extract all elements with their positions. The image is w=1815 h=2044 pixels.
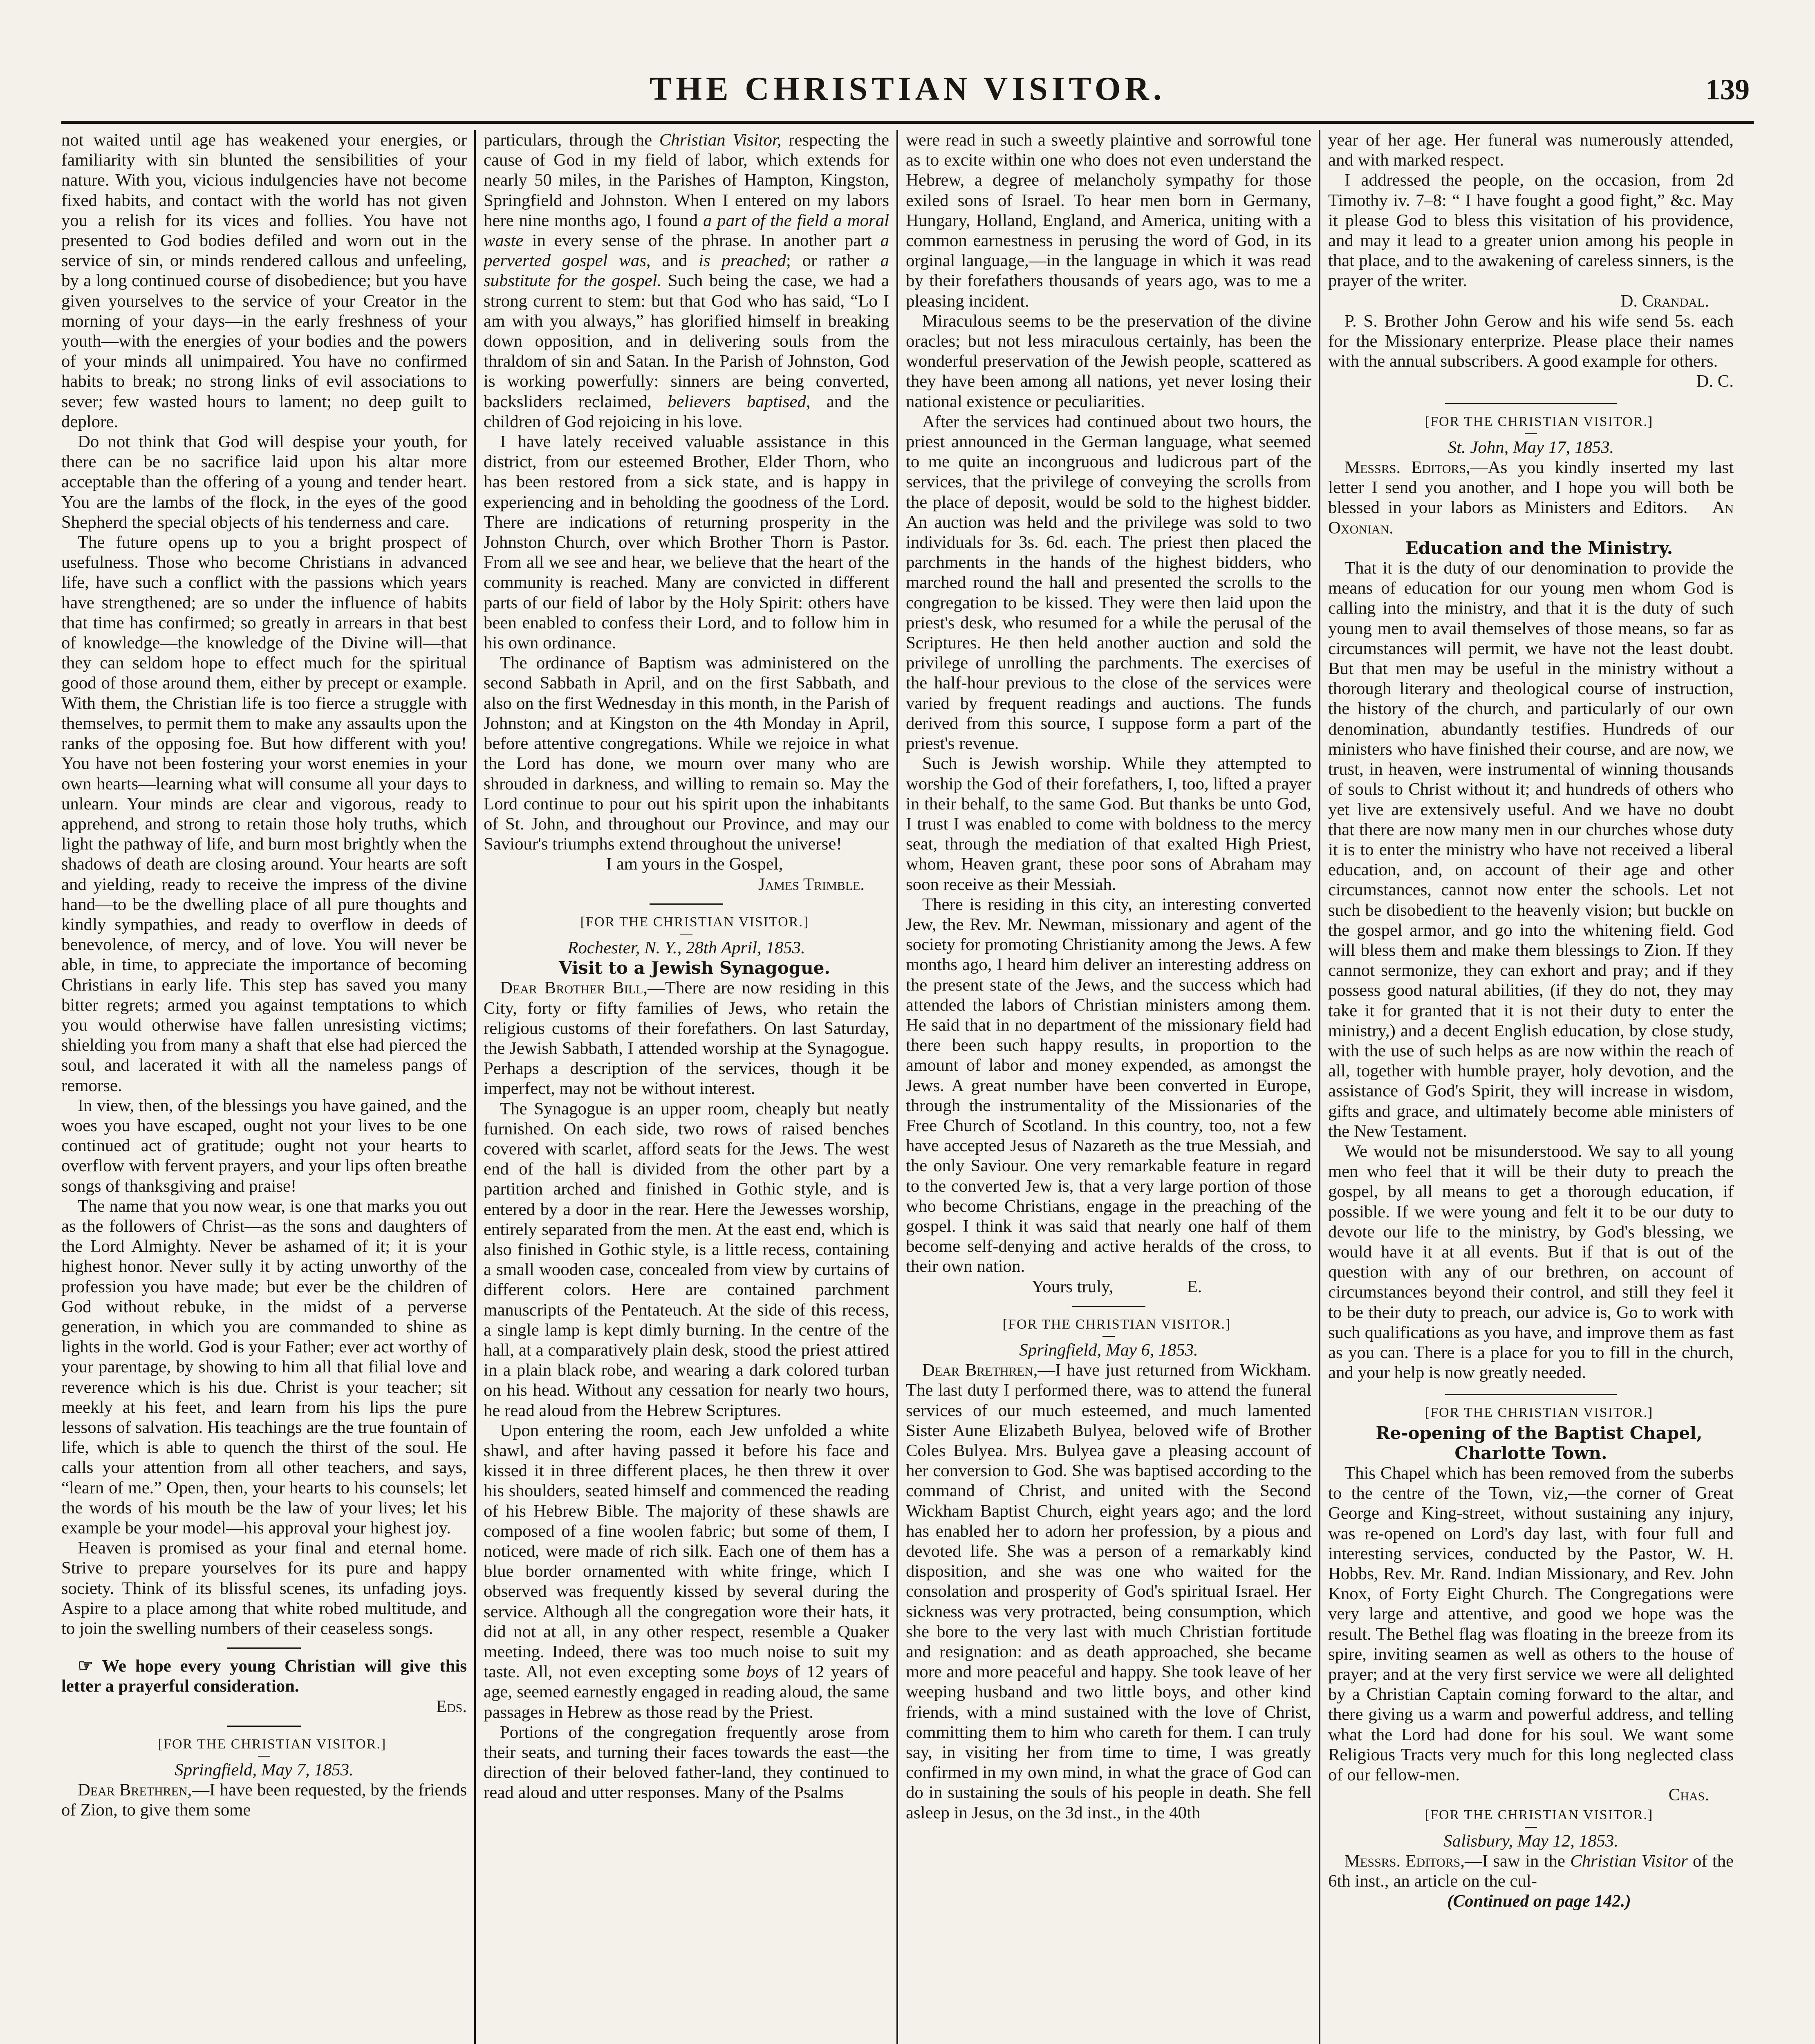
paragraph: The future opens up to you a bright prospect of usefulness. Those who become Christians in advanced life, have such a conflict with the passions which years have strengthened; are so under the influence of habits that time has confirmed; so greatly in arrears in that best of knowledge—the knowledge of the Divine will—that they can seldom hope to effect much for the spiritual good of those around them, either by precept or example. With them, the Christian life is too fierce a struggle with themselves, to permit them to make any assaults upon the ranks of the opposing foe. But how different with you! You have not been fostering your worst enemies in your own hearts—learning what will consume all your days to unlearn. Your minds are clear and vigorous, ready to apprehend, and strong to retain those holy truths, which light the pathway of life, and burn most brightly when the shadows of death are closing around. Your hearts are soft and yielding, ready to receive the impress of the divine hand—to be the dwelling place of all pure thoughts and kindly sympathies, and ready to overflow in deeds of benevolence, of mercy, and of love. You will never be able, in time, to appreciate the importance of becoming Christians in early life. This step has saved you many bitter regrets; armed you against temptations to which you would otherwise have fallen unresisting victims; shielding you from many a shaft that else had pierced the soul, and lacerated it with all the nameless pangs of remorse. xyxy=(61,533,467,1095)
closing-text: Yours truly, xyxy=(1031,1277,1114,1296)
dateline-text: Springfield, May 6, 1853. xyxy=(1019,1340,1198,1360)
article-kicker: [FOR THE CHRISTIAN VISITOR.] xyxy=(1425,414,1654,429)
dateline xyxy=(906,1336,1311,1360)
paragraph: There is residing in this city, an interesting converted Jew, the Rev. Mr. Newman, missionary and agent of the society for promoting Christianity among the Jews. A few months ago, I heard him deliver an interesting address on the present state of the Jews, and the success which had attended the labors of Christian ministers among them. He said that in no department of the missionary field had there been such happy results, in proportion to the amount of labor and money expended, as amongst the Jews. A great number have been converted in Europe, through the instrumentality of the Missionaries of the Free Church of Scotland. In this country, too, not a few have accepted Jesus of Nazareth as the true Messiah, and the only Saviour. One very remarkable feature in regard to the converted Jew is, that a very large portion of those who become Christians, engage in the preaching of the gospel. I think it was said that nearly one half of them become self-denying and active heralds of the cross, to their own nation. xyxy=(906,894,1311,1276)
text-run: , and xyxy=(646,251,699,271)
paragraph: were read in such a sweetly plaintive and sorrowful tone as to excite within one who does not even understand the Hebrew, a degree of melancholy sympathy for those exiled sons of Israel. To hear men born in Germany, Hungary, Holland, England, and America, uniting with a common earnestness in perusing the word of God, in its orginal language,—in the language in which it was read by their forefathers thousands of years ago, was to me a pleasing incident. xyxy=(906,130,1311,311)
paragraph: After the services had continued about two hours, the priest announced in the German language, what seemed to me quite an incongruous and ludicrous part of the services, that the privilege of conveying the scrolls from the place of deposit, would be sold to the highest bidder. An auction was held and the privilege was sold to two individuals for 3s. 6d. each. The priest then placed the parchments in the hands of the highest bidders, who marched round the hall and presented the scrolls to the congregation to be kissed. They were then laid upon the priest's desk, who resumed for a while the perusal of the Scriptures. He then held another auction and sold the privilege of unrolling the parchments. The exercises of the half-hour previous to the close of the services were varied by frequent readings and auctions. The funds derived from this source, I suppose form a part of the priest's revenue. xyxy=(906,412,1311,753)
italic-run: Christian Visitor, xyxy=(659,130,782,150)
italic-run: boys xyxy=(746,1662,779,1682)
paragraph-text: —As you kindly inserted my last letter I send you another, and I hope you will both be blessed in your labors as Ministers and Editors. xyxy=(1328,458,1734,518)
dateline xyxy=(1328,1827,1734,1851)
salutation: Messrs. Editors, xyxy=(1344,458,1470,477)
italic-run: Christian Visitor xyxy=(1570,1851,1688,1871)
article-headline: Education and the Ministry. xyxy=(1405,538,1673,558)
article-headline: Visit to a Jewish Synagogue. xyxy=(559,958,830,978)
divider xyxy=(227,1726,301,1727)
text-run: of 12 years of age, seemed earnestly engaged in reading aloud, the same passages in Hebrew as those read by the Priest. xyxy=(484,1662,889,1722)
paragraph: year of her age. Her funeral was numerously attended, and with marked respect. xyxy=(1328,130,1734,170)
signature: Chas. xyxy=(1668,1785,1709,1805)
paragraph xyxy=(484,978,889,1098)
dateline-text: Salisbury, May 12, 1853. xyxy=(1443,1831,1618,1851)
article-headline: Re-opening of the Baptist Chapel, Charlotte Town. xyxy=(1376,1423,1703,1463)
column-4 xyxy=(1328,130,1734,2044)
paragraph: That it is the duty of our denomination to provide the means of education for our young men whom God is calling into the ministry, and that it is the duty of such young men to avail themselves of those means, so far as circumstances will permit, we have not the least doubt. But that men may be useful in the ministry without a thorough literary and theological course of instruction, the history of the church, and particularly of our own denomination, abundantly testifies. Hundreds of our ministers who have finished their course, and are now, we trust, in heaven, were instrumental of winning thousands of souls to Christ without it; and hundreds of others who yet live are extensively useful. And we have no doubt that there are now many men in our churches whose duty it is to enter the ministry who have not received a liberal education, and, on account of their age and other circumstances, cannot now enter the schools. Let not such be disobedient to the heavenly vision; but buckle on the gospel armor, and go into the whitening field. God will bless them and make them blessings to Zion. If they cannot sermonize, they can exhort and pray; and if they possess good natural abilities, (if they do not, they may take it for granted that it is not their duty to enter the ministry,) and a decent English education, by close study, with the use of such helps as are now within the reach of all, together with humble prayer, holy devotion, and the assistance of God's Spirit, they will increase in wisdom, gifts and grace, and ultimately become able ministers of the New Testament. xyxy=(1328,558,1734,1141)
column-3 xyxy=(906,130,1311,2044)
dateline xyxy=(484,934,889,958)
divider xyxy=(1445,403,1617,404)
paragraph xyxy=(484,1421,889,1722)
text-run: ; or rather xyxy=(786,251,881,271)
paragraph xyxy=(61,1780,467,1820)
paragraph xyxy=(906,1360,1311,1823)
paragraph: Do not think that God will despise your youth, for there can be no sacrifice laid upon his altar more acceptable than the offering of a young and tender heart. You are the lambs of the flock, in the eyes of the good Shepherd the special objects of his tenderness and care. xyxy=(61,432,467,532)
text-run: , and the children of God rejoicing in his love. xyxy=(484,392,889,431)
salutation: Dear Brother Bill, xyxy=(500,978,648,998)
paragraph: The Synagogue is an upper room, cheaply but neatly furnished. On each side, two rows of raised benches covered with scarlet, afford seats for the Jews. The west end of the hall is divided from the other part by a partition arched and finished in Gothic style, and is entered by a door in the rear. Here the Jewesses worship, entirely separated from the men. At the east end, which is also finished in Gothic style, is a little recess, containing a small wooden case, concealed from view by curtains of different colors. Here are contained parchment manuscripts of the Pentateuch. At the side of this recess, a single lamp is kept dimly burning. In the centre of the hall, at a comparatively plain desk, stood the priest attired in a plain black robe, and wearing a dark colored turban on his head. Without any cessation for nearly two hours, he read aloud from the Hebrew Scriptures. xyxy=(484,1099,889,1420)
text-run: of the 6th inst., an article on the cul- xyxy=(1328,1851,1734,1891)
paragraph: This Chapel which has been removed from the suberbs to the centre of the Town, viz,—the corner of Great George and King-street, without sustaining any injury, was re-opened on Lord's day last, with four full and interesting services, conducted by the Pastor, W. H. Hobbs, Rev. Mr. Rand. Indian Missionary, and Rev. John Knox, of Forty Eight Church. The Congregations were very large and attentive, and good we hope was the result. The Bethel flag was floating in the breeze from its spire, inviting seamen as well as others to the house of prayer; and at the very first service we were all delighted by a Christian Captain coming forward to the altar, and there giving us a warm and powerful address, and telling what the Lord had done for his soul. We want some Religious Tracts very much for this long neglected class of our fellow-men. xyxy=(1328,1464,1734,1785)
paragraph: I addressed the people, on the occasion, from 2d Timothy iv. 7–8: “ I have fought a good fight,” &c. May it please God to bless this visitation of his providence, and may it lead to a greater union among his people in that place, and to the awakening of careless sinners, is the prayer of the writer. xyxy=(1328,170,1734,291)
italic-run: a perverted gospel was xyxy=(484,231,889,271)
paragraph: P. S. Brother John Gerow and his wife send 5s. each for the Missionary enterprize. Please place their names with the annual subscribers. A good example for others. xyxy=(1328,311,1734,371)
dateline xyxy=(61,1756,467,1780)
divider xyxy=(1072,1306,1145,1307)
text-run: in every sense of the phrase. In another part xyxy=(523,231,881,251)
page-header xyxy=(61,61,1754,119)
signature: D. C. xyxy=(1696,372,1734,391)
text-run: Such being the case, we had a strong current to stem: but that God who has said, “Lo I am with you always,” has glorified himself in breaking down opposition, and in delivering souls from the thraldom of sin and Satan. In the Parish of Johnston, God is working powerfully: sinners are being converted, backsliders reclaimed, xyxy=(484,271,889,411)
column-separator xyxy=(474,130,476,2044)
article-kicker: [FOR THE CHRISTIAN VISITOR.] xyxy=(1425,1807,1654,1823)
closing: I am yours in the Gospel, xyxy=(606,854,783,874)
text-run: Upon entering the room, each Jew unfolded a white shawl, and after having passed it before his face and kissed it in three different places, he then threw it over his shoulders, seated himself and commenced the reading of his Hebrew Bible. The majority of these shawls are composed of a fine woolen fabric; but some of them, I noticed, were made of rich silk. Each one of them has a blue border ornamented with white fringe, which I observed was frequently kissed by several during the service. Although all the congregation wore their hats, it did not at all, in any other respect, resemble a Quaker meeting. Indeed, there was too much noise to suit my taste. All, not even excepting some xyxy=(484,1421,889,1682)
paragraph: In view, then, of the blessings you have gained, and the woes you have escaped, ought not your lives to be one continued act of gratitude; ought not your hearts to overflow with fervent prayers, and your lips often breathe songs of thanksgiving and praise! xyxy=(61,1096,467,1196)
closing-signature: E. xyxy=(1187,1277,1202,1296)
paragraph: The ordinance of Baptism was administered on the second Sabbath in April, and on the first Sabbath, and also on the first Wednesday in this month, in the Parish of Johnston; and at Kingston on the 4th Monday in April, before attentive congregations. While we rejoice in what the Lord has done, we mourn over many who are shrouded in darkness, and willing to remain so. May the Lord continue to pour out his spirit upon the inhabitants of St. John, and throughout our Province, and may our Saviour's triumphs extend throughout the universe! xyxy=(484,653,889,854)
text-run: —I saw in the xyxy=(1465,1851,1571,1871)
paragraph: The name that you now wear, is one that marks you out as the followers of Christ—as the sons and daughters of the Lord Almighty. Never be ashamed of it; it is your highest honor. Never sully it by acting unworthy of the profession you have made; but ever be the children of God without rebuke, in the midst of a perverse generation, in which you are commanded to shine as lights in the world. God is your Father; ever act worthy of your parentage, by showing to him all that filial love and reverence which is his due. Christ is your teacher; sit meekly at his feet, and learn from his lips the pure lessons of salvation. His teachings are the true fountain of life, which is able to quench the thirst of the soul. He calls your attention from all other teachers, and says, “learn of me.” Open, then, your hearts to his counsels; let the words of his mouth be the law of your lives; let his example be your model—his approval your highest joy. xyxy=(61,1196,467,1538)
salutation: Dear Brethren, xyxy=(78,1780,192,1800)
signature: An Oxonian. xyxy=(1328,498,1734,538)
paragraph: We would not be misunderstood. We say to all young men who feel that it will be their duty to preach the gospel, by all means to get a thorough education, if possible. If we were young and felt it to be our duty to devote our life to the ministry, by God's blessing, we would have it at all events. But if that is out of the question with any of our brethren, on account of circumstances beyond their control, and still they feel it to be their duty to preach, our advice is, Go to work with such qualifications as you have, and improve them as fast as you can. There is a place for you to fill in the church, and your help is now greatly needed. xyxy=(1328,1141,1734,1383)
paragraph: Miraculous seems to be the preservation of the divine oracles; but not less miraculous certainly, has been the wonderful preservation of the Jewish people, scattered as they have been among all nations, yet never losing their national existence or peculiarities. xyxy=(906,311,1311,411)
continued-note: (Continued on page 142.) xyxy=(1447,1892,1631,1911)
paragraph: I have lately received valuable assistance in this district, from our esteemed Brother, Elder Thorn, who has been restored from a sick state, and is happy in experiencing and in beholding the goodness of the Lord. There are indications of returning prosperity in the Johnston Church, over which Brother Thorn is Pastor. From all we see and hear, we believe that the heart of the community is reached. Many are convicted in different parts of our field of labor by the Holy Spirit: others have been enabled to confess their Lord, and to follow him in his own ordinance. xyxy=(484,432,889,653)
text-run: particulars, through the xyxy=(484,130,659,150)
column-separator xyxy=(1319,130,1320,2044)
salutation: Messrs. Editors, xyxy=(1344,1851,1465,1871)
closing xyxy=(906,1277,1311,1297)
column-separator xyxy=(896,130,898,2044)
dateline-text: Springfield, May 7, 1853. xyxy=(175,1760,354,1780)
paragraph-text: —I have just returned from Wickham. The last duty I performed there, was to attend the funeral services of our much esteemed, and much lamented Sister Aune Elizabeth Bulyea, beloved wife of Brother Coles Bulyea. Mrs. Bulyea gave a pleasing account of her conversion to God. She was baptised according to the command of Christ, and united with the Second Wickham Baptist Church, eight years ago; and the lord has enabled her to adorn her profession, by a pious and devoted life. She was a person of a remarkably kind disposition, and she was one who waited for the consolation and prosperity of God's spiritual Israel. Her sickness was very protracted, being consumption, which she bore to the very last with much Christian fortitude and resignation: and as death approached, she became more and more peaceful and happy. She took leave of her weeping husband and two little boys, and other kind friends, with a mind sustained with the love of Christ, committing them to him who careth for them. I can truly say, in visiting her from time to time, I was greatly confirmed in my own mind, in what the grace of God can do in sustaining the souls of his people in death. She fell asleep in Jesus, on the 3d inst., in the 40th xyxy=(906,1360,1311,1822)
article-kicker: [FOR THE CHRISTIAN VISITOR.] xyxy=(158,1736,387,1752)
text-run: respecting the cause of God in my field of labor, which extends for nearly 50 miles, in the Parishes of Hampton, Kingston, Springfield and Johnston. When I entered on my labors here nine months ago, I found xyxy=(484,130,889,230)
header-rule xyxy=(61,121,1754,124)
article-kicker: [FOR THE CHRISTIAN VISITOR.] xyxy=(580,914,809,930)
paragraph: not waited until age has weakened your energies, or familiarity with sin blunted the sensibilities of your nature. With you, vicious indulgencies have not become fixed habits, and contact with the world has not given you a relish for its vices and follies. You have not presented to God bodies defiled and worn out in the service of sin, or minds rendered callous and unfeeling, by a long continued course of disobedience; but you have given yourselves to the service of your Creator in the morning of your days—in the early freshness of your youth—with the energies of your bodies and the powers of your minds all unimpaired. You have no confirmed habits to break; no strong links of evil associations to sever; few wasted hours to lament; no deep guilt to deplore. xyxy=(61,130,467,431)
paragraph: Portions of the congregation frequently arose from their seats, and turning their faces towards the east—the direction of their beloved father-land, they continued to read aloud and utter responses. Many of the Psalms xyxy=(484,1722,889,1802)
article-kicker: [FOR THE CHRISTIAN VISITOR.] xyxy=(1002,1316,1231,1332)
dateline-text: Rochester, N. Y., 28th April, 1853. xyxy=(567,938,805,957)
paragraph xyxy=(484,130,889,432)
paragraph xyxy=(1328,1851,1734,1891)
paragraph xyxy=(1328,457,1734,538)
editors-signature: Eds. xyxy=(436,1697,467,1716)
masthead: THE CHRISTIAN VISITOR. xyxy=(649,70,1166,107)
signature: D. Crandal. xyxy=(1620,291,1709,311)
column-2 xyxy=(484,130,889,2044)
italic-run: a part of the field a moral waste xyxy=(484,211,889,251)
paragraph: Heaven is promised as your final and eternal home. Strive to prepare yourselves for its pure and happy society. Think of its blissful scenes, its unfading joys. Aspire to a place among that white robed multitude, and to join the swelling numbers of their ceaseless songs. xyxy=(61,1538,467,1638)
paragraph-text: —There are now residing in this City, forty or fifty families of Jews, who retain the religious customs of their forefathers. On last Saturday, the Jewish Sabbath, I attended worship at the Synagogue. Perhaps a description of the services, though it be imperfect, may not be without interest. xyxy=(484,978,889,1098)
editors-note: ☞ We hope every young Christian will give this letter a prayerful consideration. xyxy=(61,1656,467,1696)
dateline-text: St. John, May 17, 1853. xyxy=(1448,437,1614,457)
italic-run: a substitute for the gospel. xyxy=(484,251,889,291)
article-kicker: [FOR THE CHRISTIAN VISITOR.] xyxy=(1425,1405,1654,1421)
divider xyxy=(1445,1394,1617,1395)
signature: James Trimble. xyxy=(758,874,865,894)
dateline xyxy=(1328,433,1734,457)
salutation: Dear Brethren, xyxy=(922,1360,1038,1380)
italic-run: is preached xyxy=(698,251,786,271)
page-number: 139 xyxy=(1705,73,1750,106)
divider xyxy=(227,1647,301,1649)
divider xyxy=(650,903,723,905)
paragraph-text: —I have been requested, by the friends of Zion, to give them some xyxy=(61,1780,467,1820)
italic-run: believers baptised xyxy=(668,392,806,411)
paragraph: Such is Jewish worship. While they attempted to worship the God of their forefathers, I, too, lifted a prayer in their behalf, to the same God. But thanks be unto God, I trust I was enabled to come with boldness to the mercy seat, through the mediation of that exalted High Priest, whom, Heaven grant, these poor sons of Abraham may soon receive as their Messiah. xyxy=(906,754,1311,894)
column-1 xyxy=(61,130,467,2044)
